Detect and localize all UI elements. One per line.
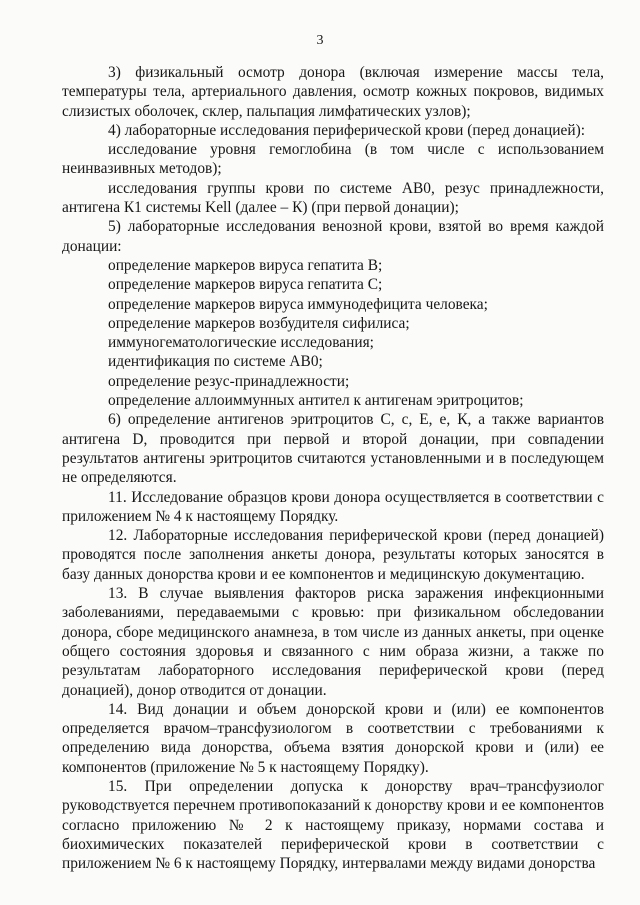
list-item: иммуногематологические исследования;: [108, 334, 374, 352]
list-item: определение маркеров вируса гепатита В;: [108, 256, 383, 274]
paragraph: 11. Исследование образцов крови донора осуществляется в соответствии с приложением № 4 к настоящему Порядку.: [62, 488, 604, 525]
paragraph: 13. В случае выявления факторов риска заражения инфекционными заболеваниями, передаваемыми с кровью: при физикальном обследовании донора, сборе медицинского анамнеза, в том числе из данных анкеты, при оценке общего состояния здоровья и связанного с ним образа жизни, а также по результатам лабораторного исследования периферической крови (перед донацией), донор отводится от донации.: [62, 585, 604, 699]
page-number: 3: [316, 33, 324, 48]
paragraph: 14. Вид донации и объем донорской крови и (или) ее компонентов определяется врачом–трансфузиологом в соответствии с требованиями к определению вида донорства, объема взятия донорской крови и (или) ее компонентов (приложение № 5 к настоящему Порядку).: [62, 700, 604, 776]
list-item: идентификация по системе АВ0;: [108, 353, 323, 371]
list-item: определение маркеров вируса гепатита С;: [108, 276, 383, 294]
paragraph: 12. Лабораторные исследования периферической крови (перед донацией) проводятся после заполнения анкеты донора, результаты которых заносятся в базу данных донорства крови и ее компонентов и медицинскую документацию.: [62, 527, 604, 583]
paragraph: 3) физикальный осмотр донора (включая измерение массы тела, температуры тела, артериального давления, осмотр кожных покровов, видимых слизистых оболочек, склер, пальпация лимфатических узлов);: [62, 64, 604, 120]
document-body: [62, 63, 604, 873]
paragraph: 4) лабораторные исследования периферической крови (перед донацией):: [108, 121, 585, 139]
paragraph: 5) лабораторные исследования венозной крови, взятой во время каждой донации:: [62, 218, 604, 255]
list-item: определение резус-принадлежности;: [108, 372, 350, 390]
list-item: определение маркеров возбудителя сифилиса;: [108, 314, 410, 332]
paragraph: исследование уровня гемоглобина (в том числе с использованием неинвазивных методов);: [62, 141, 604, 178]
list-item: определение маркеров вируса иммунодефицита человека;: [108, 295, 488, 313]
list-item: определение аллоиммунных антител к антигенам эритроцитов;: [108, 392, 524, 410]
paragraph: исследования группы крови по системе АВ0, резус принадлежности, антигена К1 системы Kell (далее – К) (при первой донации);: [62, 179, 604, 217]
paragraph: 6) определение антигенов эритроцитов С, с, Е, е, К, а также вариантов антигена D, проводится при первой и второй донации, при совпадении результатов антигены эритроцитов считаются установленными и в последующем не определяются.: [62, 411, 604, 487]
paragraph: 15. При определении допуска к донорству врач–трансфузиолог руководствуется перечнем противопоказаний к донорству крови и ее компонентов согласно приложению № 2 к настоящему приказу, нормами состава и биохимических показателей периферической крови в соответствии с приложением № 6 к настоящему Порядку, интервалами между видами донорства: [62, 777, 604, 873]
